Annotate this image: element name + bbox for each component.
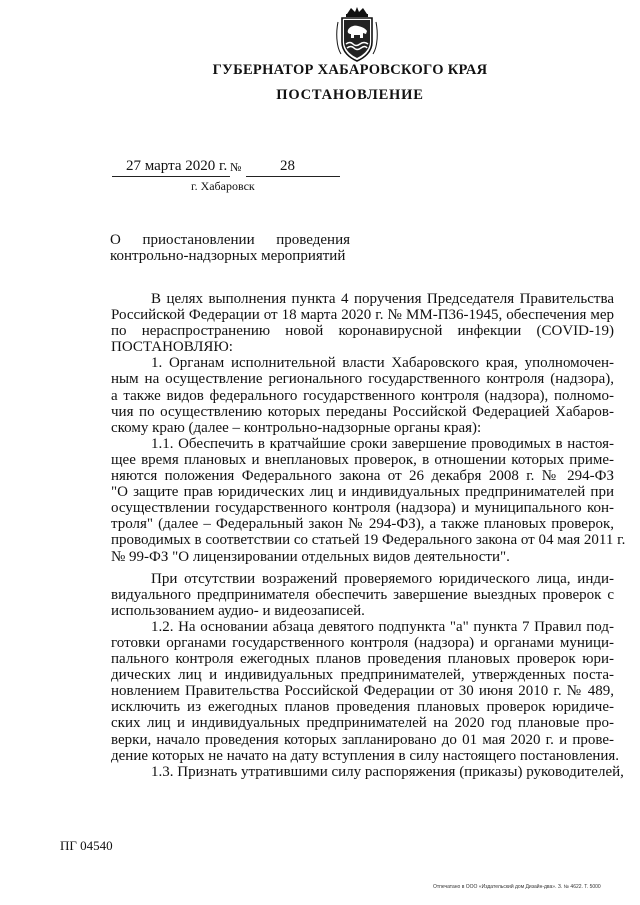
document-code: ПГ 04540: [60, 838, 113, 853]
paragraph: [111, 435, 626, 565]
paragraph-line: ских лиц и индивидуальных предпринимателей на 2020 год плановые про-: [111, 715, 614, 732]
document-number: 28: [280, 158, 295, 174]
paragraph-line: пального контроля ежегодных планов проведения плановых проверок юри-: [111, 651, 614, 668]
paragraph-line: При отсутствии возражений проверяемого юридического лица, инди-: [151, 570, 614, 587]
paragraph-line: 1.2. На основании абзаца девятого подпункта "а" пункта 7 Правил под-: [151, 618, 614, 635]
subject-line: О приостановлении проведения: [110, 232, 350, 248]
number-sign: №: [230, 160, 242, 174]
document-city: г. Хабаровск: [191, 179, 255, 193]
paragraph-line: Российской Федерации от 18 марта 2020 г. № ММ-П36-1945, обеспечения мер: [111, 307, 614, 324]
paragraph-line: использованием аудио- и видеозаписей.: [111, 602, 365, 619]
paragraph-line: а также видов федерального государственного контроля (надзора), полномо-: [111, 387, 614, 404]
paragraph: [111, 618, 620, 764]
paragraph-line: няются положения Федерального закона от 26 декабря 2008 г. № 294-ФЗ: [111, 468, 614, 485]
paragraph-line: осуществлении государственного контроля (надзора) и муниципального кон-: [111, 500, 614, 517]
paragraph-line: готовки органами государственного контроля (надзора) и органами муници-: [111, 634, 614, 651]
paragraph-line: проводимых в соответствии со статьей 19 Федерального закона от 04 мая 2011 г.: [111, 532, 626, 549]
number-underline: [246, 176, 340, 177]
document-date: 27 марта 2020 г.: [126, 158, 228, 174]
paragraph-line: В целях выполнения пункта 4 поручения Председателя Правительства: [151, 291, 614, 307]
date-underline: [112, 176, 230, 177]
paragraph-line: "О защите прав юридических лиц и индивидуальных предпринимателей при: [111, 484, 614, 501]
document-subject: [110, 232, 350, 264]
paragraph-line: ПОСТАНОВЛЯЮ:: [111, 339, 233, 356]
printer-note: Отпечатано в ООО «Издательский дом Дизайн-два». З. № 4622. Т. 5000: [433, 884, 601, 890]
paragraph-line: щее время плановых и внеплановых проверок, в отношении которых приме-: [111, 451, 614, 468]
paragraph-line: видуального предпринимателя обеспечить завершение выездных проверок с: [111, 586, 614, 603]
document-body: [111, 291, 626, 780]
paragraph-line: новлением Правительства Российской Федерации от 30 июня 2010 г. № 489,: [111, 683, 614, 700]
paragraph: [111, 763, 624, 780]
governor-title: ГУБЕРНАТОР ХАБАРОВСКОГО КРАЯ: [212, 62, 488, 78]
paragraph-line: чия по осуществлению которых переданы Российской Федерацией Хабаров-: [111, 403, 614, 420]
coat-of-arms-icon: [333, 6, 381, 64]
paragraph: [111, 571, 614, 619]
paragraph-line: по нераспространению новой коронавирусной инфекции (COVID-19): [111, 323, 614, 340]
subject-line: контрольно-надзорных мероприятий: [110, 248, 346, 264]
paragraph-line: верки, начало проведения которых запланировано до 01 мая 2020 г. и прове-: [111, 731, 614, 748]
paragraph-line: дических лиц и индивидуальных предпринимателей, утвержденных поста-: [111, 667, 614, 684]
paragraph-line: исключить из ежегодных планов проведения плановых проверок юридиче-: [111, 699, 614, 716]
paragraph: [111, 291, 614, 355]
document-type-title: ПОСТАНОВЛЕНИЕ: [276, 87, 424, 103]
paragraph-line: № 99-ФЗ "О лицензировании отдельных видов деятельности".: [111, 548, 510, 565]
paragraph-line: троля" (далее – Федеральный закон № 294-ФЗ), а также плановых проверок,: [111, 516, 614, 533]
paragraph-line: 1. Органам исполнительной власти Хабаровского края, уполномочен-: [151, 355, 614, 372]
paragraph-line: 1.1. Обеспечить в кратчайшие сроки завершение проводимых в настоя-: [151, 435, 614, 452]
paragraph-line: 1.3. Признать утратившими силу распоряжения (приказы) руководителей,: [151, 763, 624, 780]
paragraph-line: скому краю (далее – контрольно-надзорные органы края):: [111, 419, 482, 436]
paragraph-line: дение которых не начато на дату вступления в силу настоящего постановления.: [111, 747, 620, 764]
paragraph: [111, 355, 614, 435]
paragraph-line: ным на осуществление регионального государственного контроля (надзора),: [111, 371, 614, 388]
